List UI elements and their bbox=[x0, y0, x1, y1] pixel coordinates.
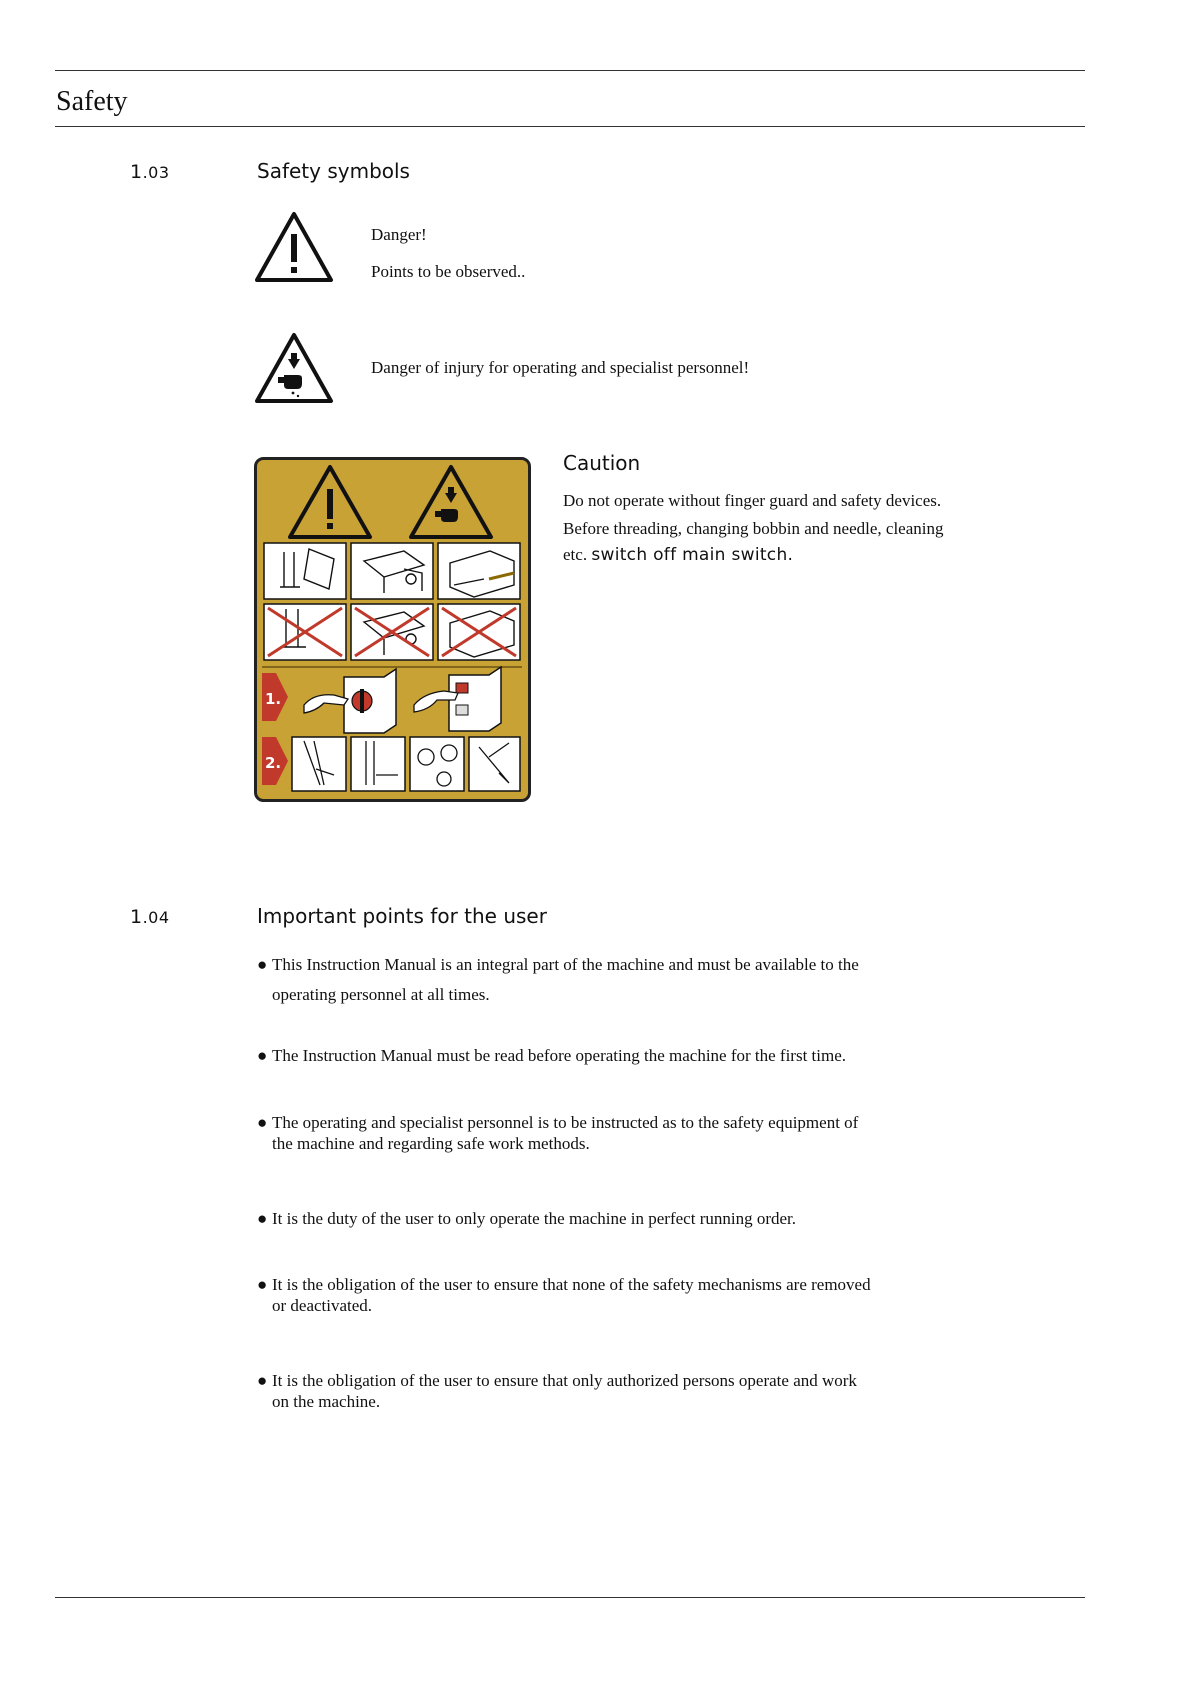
section-number-major: 1 bbox=[130, 906, 143, 928]
page-title: Safety bbox=[56, 86, 128, 117]
section-title-103: Safety symbols bbox=[257, 159, 410, 183]
bullet-dot-icon: ● bbox=[257, 1113, 268, 1132]
bullet-line: or deactivated. bbox=[272, 1296, 373, 1315]
bullet-item bbox=[257, 950, 937, 1010]
bullet-item bbox=[257, 1112, 937, 1154]
bullet-line: It is the obligation of the user to ensure that only authorized persons operate and work bbox=[272, 1371, 857, 1390]
warning-triangle-icon bbox=[254, 210, 334, 284]
bullet-line: It is the obligation of the user to ensure that none of the safety mechanisms are removed bbox=[272, 1275, 871, 1294]
footer-rule bbox=[55, 1597, 1085, 1598]
bullet-item bbox=[257, 1045, 937, 1067]
bullet-line: on the machine. bbox=[272, 1392, 381, 1411]
bullet-item bbox=[257, 1274, 937, 1316]
caution-line-2: Before threading, changing bobbin and needle, cleaning bbox=[563, 519, 944, 538]
caution-line-3-prefix: etc. bbox=[563, 545, 588, 564]
bullet-line: the machine and regarding safe work methods. bbox=[272, 1134, 590, 1153]
injury-description: Danger of injury for operating and specialist personnel! bbox=[371, 358, 750, 377]
bullet-line: It is the duty of the user to only operate the machine in perfect running order. bbox=[272, 1209, 797, 1228]
bullet-item bbox=[257, 1208, 937, 1230]
section-number-minor: .03 bbox=[142, 163, 170, 182]
hand-injury-triangle-icon bbox=[254, 331, 334, 405]
danger-label: Danger! bbox=[371, 225, 427, 244]
header-top-rule bbox=[55, 70, 1085, 71]
bullet-item bbox=[257, 1370, 937, 1412]
bullet-dot-icon: ● bbox=[257, 955, 268, 974]
header-bottom-rule bbox=[55, 126, 1085, 127]
caution-line-3 bbox=[563, 544, 793, 566]
caution-line-3-main: switch off main switch. bbox=[591, 545, 794, 565]
bullet-line: This Instruction Manual is an integral part of the machine and must be available to the bbox=[272, 955, 859, 974]
section-number-major: 1 bbox=[130, 161, 143, 183]
caution-line-1: Do not operate without finger guard and safety devices. bbox=[563, 491, 942, 510]
caution-sign bbox=[254, 457, 531, 802]
caution-title: Caution bbox=[563, 451, 641, 475]
sign-step-1-label: 1. bbox=[265, 690, 282, 708]
section-number-103 bbox=[130, 161, 170, 183]
section-number-104 bbox=[130, 906, 170, 928]
bullet-line: operating personnel at all times. bbox=[272, 985, 490, 1004]
section-number-minor: .04 bbox=[142, 908, 170, 927]
bullet-dot-icon: ● bbox=[257, 1371, 268, 1390]
bullet-line: The operating and specialist personnel is to be instructed as to the safety equipment of bbox=[272, 1113, 859, 1132]
sign-step-2-label: 2. bbox=[265, 754, 282, 772]
bullet-dot-icon: ● bbox=[257, 1046, 268, 1065]
bullet-line: The Instruction Manual must be read before operating the machine for the first time. bbox=[272, 1046, 847, 1065]
bullet-dot-icon: ● bbox=[257, 1275, 268, 1294]
danger-description: Points to be observed.. bbox=[371, 262, 526, 281]
section-title-104: Important points for the user bbox=[257, 904, 547, 928]
bullet-dot-icon: ● bbox=[257, 1209, 268, 1228]
